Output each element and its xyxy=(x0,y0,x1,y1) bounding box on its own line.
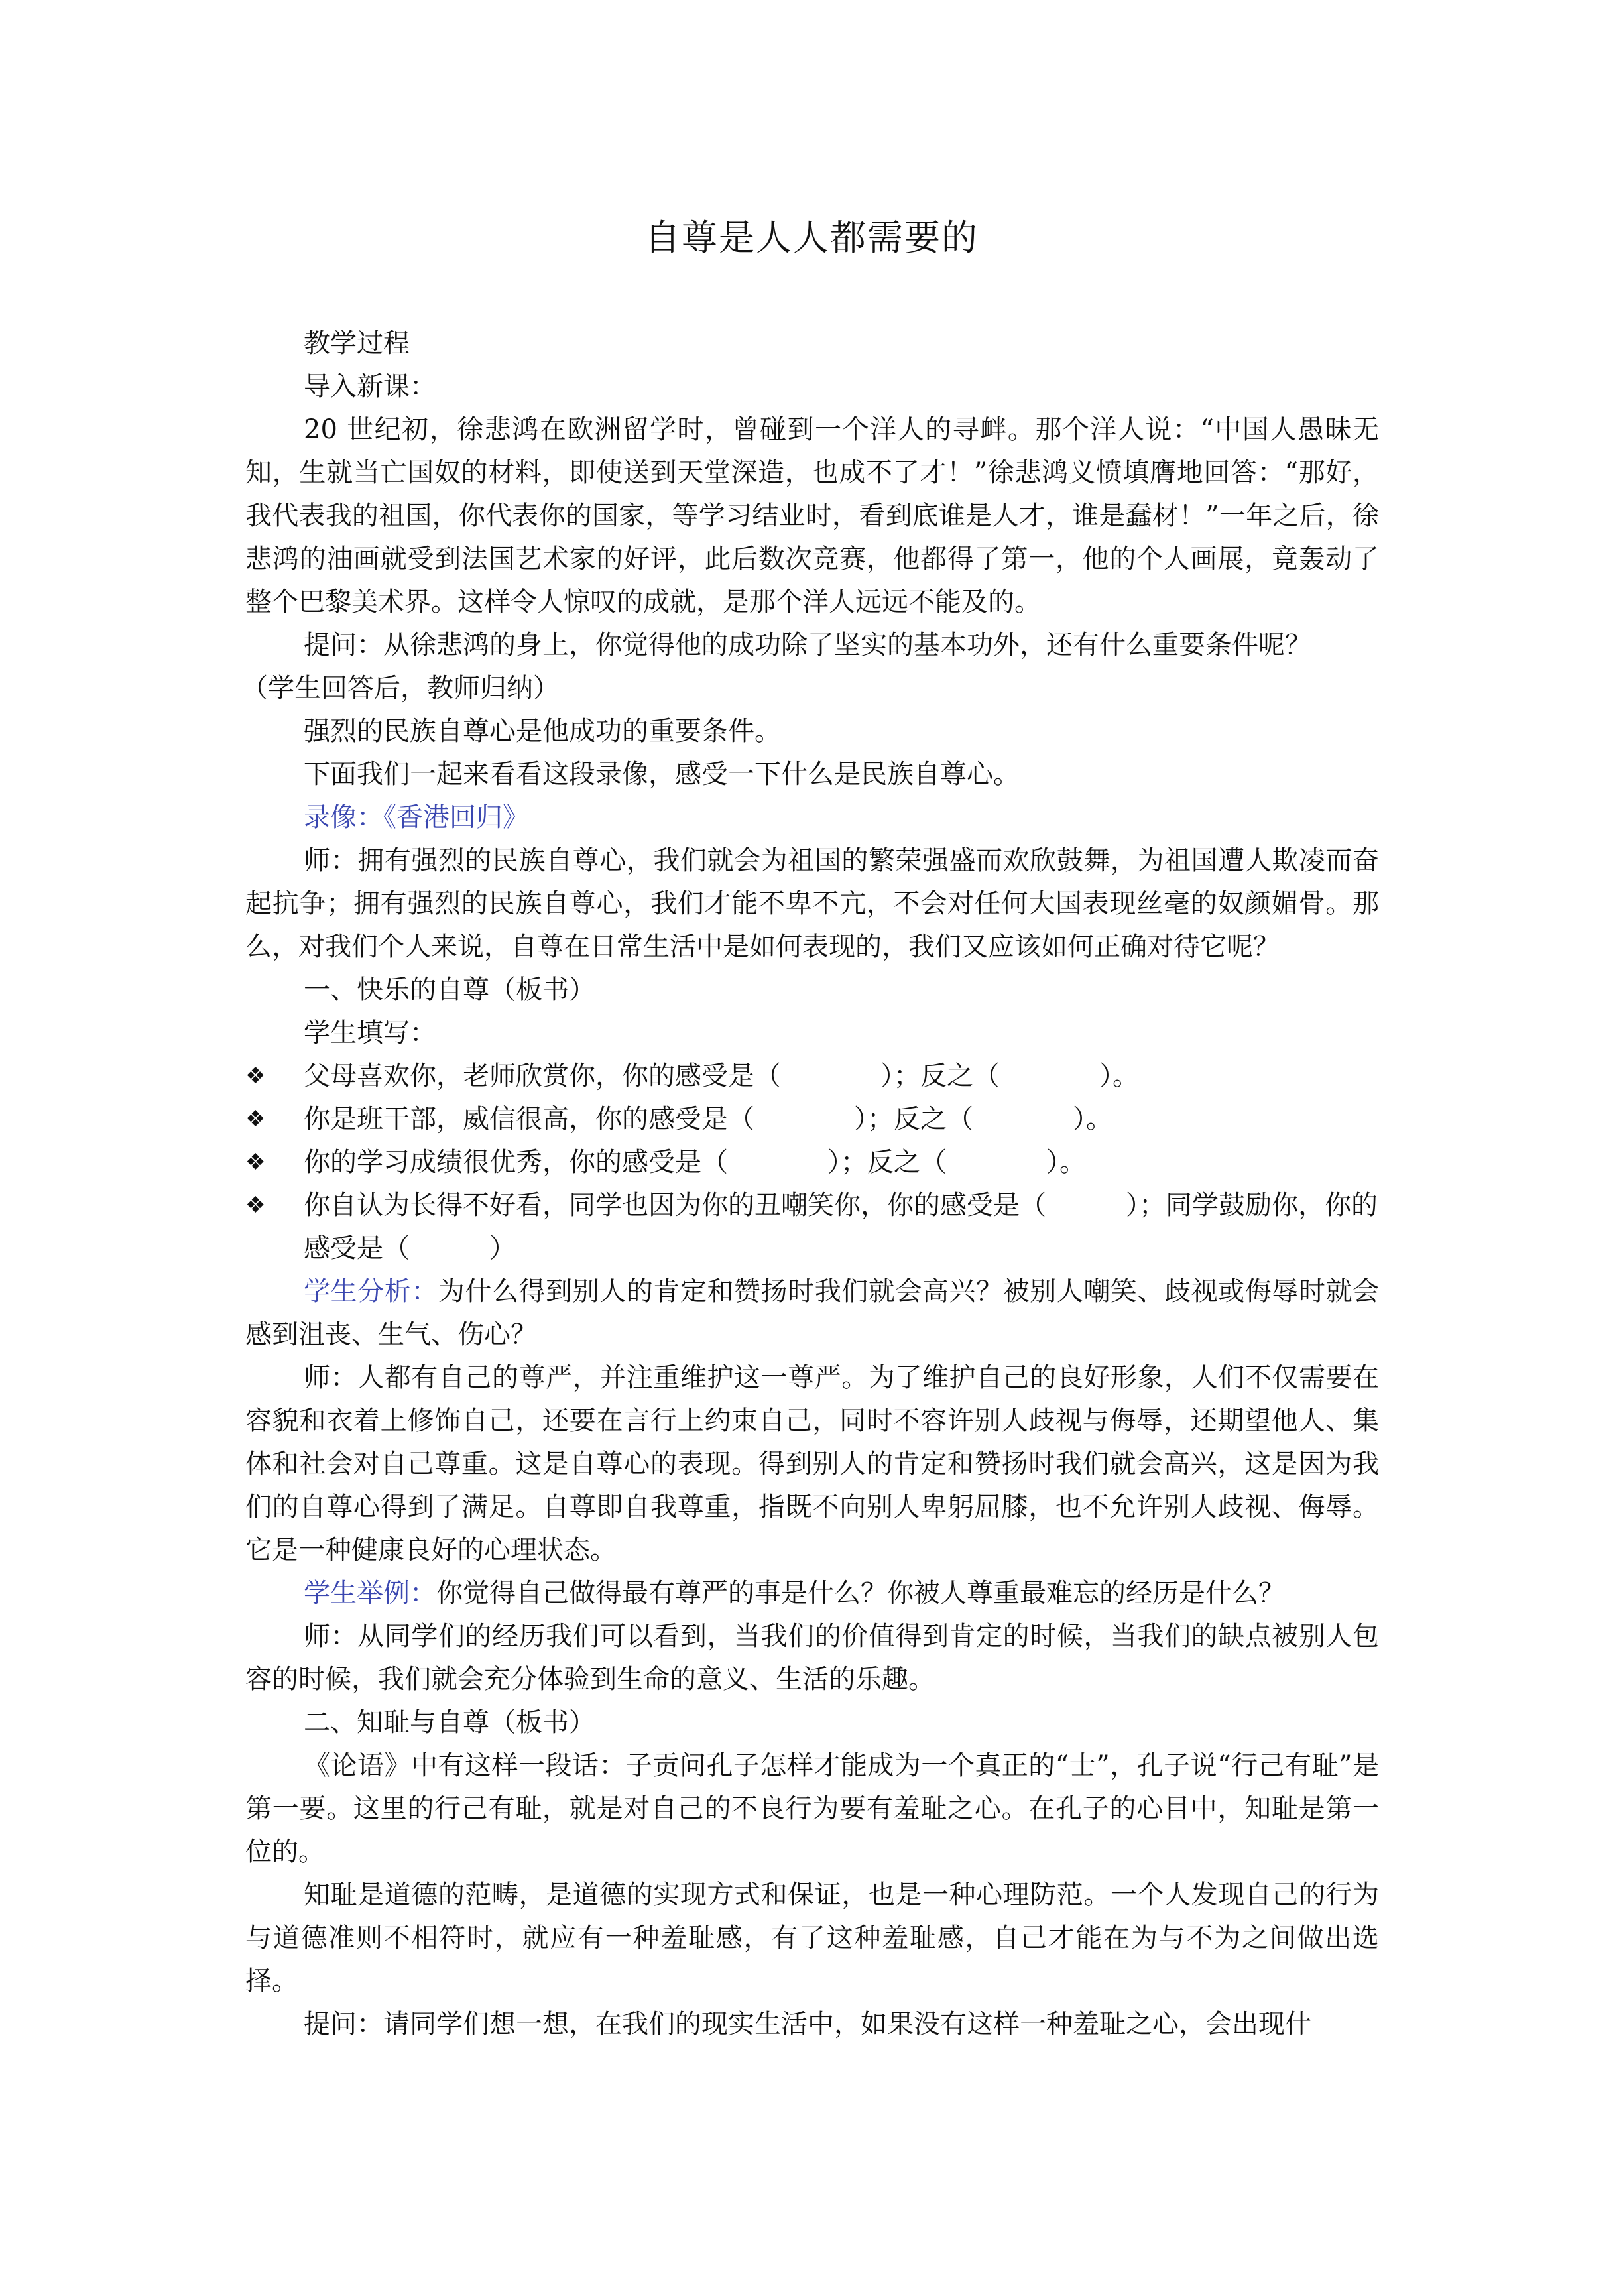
example-label: 学生举例： xyxy=(304,1578,436,1608)
bullet-text-c: ）。 xyxy=(1073,1104,1112,1134)
fill-in-list xyxy=(245,1055,1379,1270)
bullet-text-a: 你自认为长得不好看，同学也因为你的丑嘲笑你，你的感受是（ xyxy=(304,1190,1046,1221)
video-intro: 下面我们一起来看看这段录像，感受一下什么是民族自尊心。 xyxy=(304,759,1020,790)
list-item xyxy=(245,1184,1379,1270)
section-1-heading: 一、快乐的自尊（板书） xyxy=(304,975,595,1005)
bullet-diamond-icon: ❖ xyxy=(245,1106,266,1132)
teacher-paragraph-3: 师：从同学们的经历我们可以看到，当我们的价值得到肯定的时候，当我们的缺点被别人包容的时候，我们就会充分体验到生命的意义、生活的乐趣。 xyxy=(245,1621,1379,1695)
bullet-diamond-icon: ❖ xyxy=(245,1063,266,1089)
student-answer-note: （学生回答后，教师归纳） xyxy=(241,673,560,703)
document-body xyxy=(241,322,1380,2046)
analysis-label: 学生分析： xyxy=(304,1276,438,1307)
student-example xyxy=(245,1572,1379,1615)
video-label: 录像：《香港回归》 xyxy=(304,802,529,833)
bullet-text-b: ）；同学鼓励你，你的感受是（ xyxy=(304,1190,1378,1264)
bullet-text-a: 你是班干部，威信很高，你的感受是（ xyxy=(304,1104,754,1134)
bullet-text-c: ） xyxy=(489,1233,516,1264)
question-2: 提问：请同学们想一想，在我们的现实生活中，如果没有这样一种羞耻之心，会出现什 xyxy=(304,2009,1311,2039)
bullet-text-a: 你的学习成绩很优秀，你的感受是（ xyxy=(304,1147,728,1178)
bullet-text-b: ）；反之（ xyxy=(880,1061,1000,1091)
lunyu-paragraph: 《论语》中有这样一段话：子贡问孔子怎样才能成为一个真正的“士”，孔子说“行己有耻”是第一要。这里的行己有耻，就是对自己的不良行为要有羞耻之心。在孔子的心目中，知耻是第一位的。 xyxy=(245,1750,1379,1867)
student-analysis xyxy=(245,1270,1379,1357)
fill-label: 学生填写： xyxy=(304,1018,436,1048)
example-text: 你觉得自己做得最有尊严的事是什么？你被人尊重最难忘的经历是什么？ xyxy=(436,1578,1285,1608)
list-item xyxy=(245,1055,1379,1098)
bullet-text-b: ）；反之（ xyxy=(827,1147,947,1178)
conclusion-1: 强烈的民族自尊心是他成功的重要条件。 xyxy=(304,716,781,747)
shame-paragraph: 知耻是道德的范畴，是道德的实现方式和保证，也是一种心理防范。一个人发现自己的行为与道德准则不相符时，就应有一种羞耻感，有了这种羞耻感，自己才能在为与不为之间做出选择。 xyxy=(245,1880,1379,1996)
bullet-diamond-icon: ❖ xyxy=(245,1149,266,1176)
bullet-text-c: ）。 xyxy=(1046,1147,1086,1178)
teaching-process-label: 教学过程 xyxy=(304,328,410,359)
intro-label: 导入新课： xyxy=(304,371,436,402)
teacher-paragraph-2: 师：人都有自己的尊严，并注重维护这一尊严。为了维护自己的良好形象，人们不仅需要在容貌和衣着上修饰自己，还要在言行上约束自己，同时不容许别人歧视与侮辱，还期望他人、集体和社会对自己尊重。这是自尊心的表现。得到别人的肯定和赞扬时我们就会高兴，这是因为我们的自尊心得到了满足。自尊即自我尊重，指既不向别人卑躬屈膝，也不允许别人歧视、侮辱。它是一种健康良好的心理状态。 xyxy=(245,1362,1379,1565)
question-1: 提问：从徐悲鸿的身上，你觉得他的成功除了坚实的基本功外，还有什么重要条件呢？ xyxy=(304,630,1311,660)
bullet-diamond-icon: ❖ xyxy=(245,1192,266,1219)
bullet-text-c: ）。 xyxy=(1099,1061,1139,1091)
section-2-heading: 二、知耻与自尊（板书） xyxy=(304,1707,595,1738)
teacher-paragraph-1: 师：拥有强烈的民族自尊心，我们就会为祖国的繁荣强盛而欢欣鼓舞，为祖国遭人欺凌而奋起抗争；拥有强烈的民族自尊心，我们才能不卑不亢，不会对任何大国表现丝毫的奴颜媚骨。那么，对我们个人来说，自尊在日常生活中是如何表现的，我们又应该如何正确对待它呢？ xyxy=(245,845,1379,962)
bullet-text-a: 父母喜欢你，老师欣赏你，你的感受是（ xyxy=(304,1061,781,1091)
bullet-text-b: ）；反之（ xyxy=(854,1104,973,1134)
list-item xyxy=(245,1098,1379,1141)
list-item xyxy=(245,1141,1379,1184)
intro-paragraph: 20 世纪初，徐悲鸿在欧洲留学时，曾碰到一个洋人的寻衅。那个洋人说：“中国人愚昧无知，生就当亡国奴的材料，即使送到天堂深造，也成不了才！”徐悲鸿义愤填膺地回答：“那好，我代表我的祖国，你代表你的国家，等学习结业时，看到底谁是人才，谁是蠢材！”一年之后，徐悲鸿的油画就受到法国艺术家的好评，此后数次竞赛，他都得了第一，他的个人画展，竟轰动了整个巴黎美术界。这样令人惊叹的成就，是那个洋人远远不能及的。 xyxy=(245,414,1379,617)
page-title: 自尊是人人都需要的 xyxy=(644,217,979,259)
analysis-text: 为什么得到别人的肯定和赞扬时我们就会高兴？被别人嘲笑、歧视或侮辱时就会感到沮丧、生气、伤心？ xyxy=(245,1276,1380,1350)
